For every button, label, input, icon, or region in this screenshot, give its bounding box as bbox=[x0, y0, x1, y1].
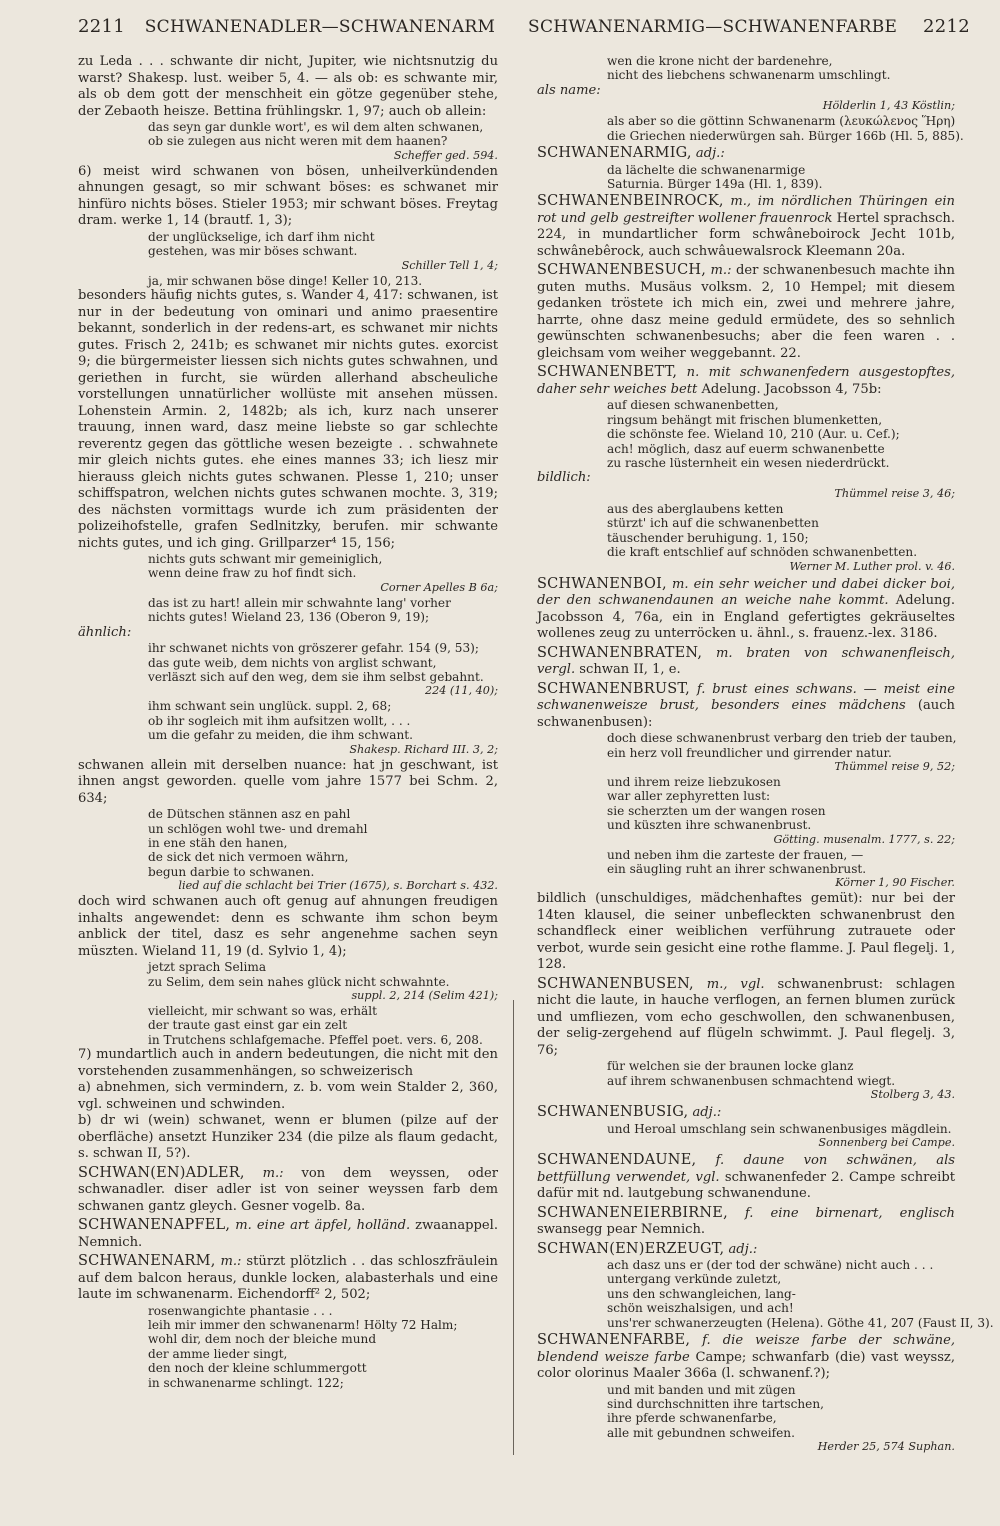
headword: SCHWANENBRATEN, bbox=[537, 644, 703, 661]
quotation-line: jetzt sprach Selima bbox=[148, 960, 267, 975]
headword: SCHWANENBOI, bbox=[537, 575, 667, 592]
quotation-line: die kraft entschlief auf schnöden schwanenbetten. bbox=[607, 545, 918, 560]
quotation-block bbox=[148, 960, 498, 989]
quotation-line: und küszten ihre schwanenbrust. bbox=[607, 818, 812, 833]
quotation-block bbox=[148, 699, 498, 742]
left-running-head bbox=[78, 16, 495, 37]
quotation-line: wen die krone nicht der bardenehre, bbox=[607, 54, 833, 68]
grammar-note: m.: bbox=[710, 263, 732, 279]
quotation-line: Saturnia. Bürger 149a (Hl. 1, 839). bbox=[607, 177, 823, 192]
headword-entry bbox=[537, 1241, 955, 1259]
citation-source: Corner Apelles B 6a; bbox=[380, 580, 498, 594]
quotation-line: uns'rer schwanerzeugten (Helena). Göthe 41, 207 (Faust II, 3). bbox=[607, 1315, 994, 1330]
quotation-line: und ihrem reize liebzukosen bbox=[607, 774, 781, 789]
quotation-line: un schlögen wohl twe- und dremahl bbox=[148, 821, 368, 836]
quotation-line: und Heroal umschlang sein schwanenbusiges mägdlein. bbox=[607, 1121, 952, 1136]
citation-source: 224 (11, 40); bbox=[425, 684, 498, 698]
headword-entry bbox=[78, 1253, 498, 1304]
quotation-line: der unglückselige, ich darf ihm nicht bbox=[148, 229, 375, 244]
headword-entry bbox=[537, 681, 955, 732]
section-label: ähnlich: bbox=[78, 624, 132, 640]
quotation-line: leih mir immer den schwanenarm! Hölty 72 Halm; bbox=[148, 1318, 458, 1333]
quotation-line: wohl dir, dem noch der bleiche mund bbox=[148, 1332, 377, 1347]
quotation-block bbox=[148, 641, 498, 684]
entry-text: schwan II, 1, e. bbox=[575, 662, 681, 678]
citation-source: suppl. 2, 214 (Selim 421); bbox=[351, 988, 498, 1002]
citation-source: Thümmel reise 3, 46; bbox=[834, 486, 955, 500]
headword-entry bbox=[537, 145, 955, 163]
citation-source: lied auf die schlacht bei Trier (1675), s. Borchart s. 432. bbox=[178, 879, 498, 893]
headword: SCHWANENBETT, bbox=[537, 364, 678, 381]
quotation-line: gestehen, was mir böses schwant. bbox=[148, 244, 358, 259]
quotation-line: stürzt' ich auf die schwanenbetten bbox=[607, 516, 819, 531]
quotation-line: als aber so die göttinn Schwanenarm (λευκώλενος Ἥρη) bbox=[607, 114, 956, 129]
quotation-line: täuschender beruhigung. 1, 150; bbox=[607, 530, 809, 545]
quotation-line: wenn deine fraw zu hof findt sich. bbox=[148, 566, 357, 581]
quotation-line: auf diesen schwanenbetten, bbox=[607, 398, 779, 413]
entry-text: schwanenfeder 2. Campe schreibt dafür mit nd. lautgebung schwanendune. bbox=[537, 1169, 955, 1202]
entry-paragraph: bildlich (unschuldiges, mädchenhaftes gemüt): nur bei der 14ten klausel, die seiner unbefleckten schwanenbrust den schandfleck einer weiblichen verführung zutrauete oder verbot, wurde sein gesicht eine rothe flamme. J. Paul flegelj. 1, 128. bbox=[537, 891, 955, 973]
quotation-line: aus des aberglaubens ketten bbox=[607, 501, 784, 516]
quotation-line: die schönste fee. Wieland 10, 210 (Aur. u. Cef.); bbox=[607, 427, 900, 442]
quotation-block bbox=[148, 552, 498, 581]
headword-entry bbox=[78, 1217, 498, 1251]
entry-paragraph: doch wird schwanen auch oft genug auf ahnungen freudigen inhalts angewendet: denn es schwante ihm schon beym anblick der titel, dasz es sehr angenehme sachen seyn müszten. Wieland 11, 19 (d. Sylvio 1, 4); bbox=[78, 894, 498, 959]
headword: SCHWANENBEINROCK, bbox=[537, 193, 724, 210]
quotation-block bbox=[607, 502, 955, 560]
headword: SCHWANENFARBE, bbox=[537, 1332, 691, 1349]
entry-text: Campe; schwanfarb (die) vast weyssz, color olorinus Maaler 366a (l. schwanenf.?); bbox=[537, 1349, 955, 1382]
entry-paragraph: besonders häufig nichts gutes, s. Wander 4, 417: schwanen, ist nur in der bedeutung von ominari und animo praesentire bekannt, sonderlich in der redens-art, es schwanet mir nichts gutes. Frisch 2, 241b; es schwanet mir nichts gutes. exorcist 9; die bürgermeister liessen sich nichts gutes schwahnen, und geriethen in furcht, sie würden allerhand abscheuliche vorstellungen unnatürlicher wollüste mit ansehen müssen. Lohenstein Armin. 2, 1482b; als ich, kurz nach unserer trauung, innen ward, dasz meine liebste so gar schlechte reverentz gegen das göttliche wesen bezeigte . . schwahnete mir gleich nichts gutes. ehe eines mannes 33; ich liesz mir hierauss gleich nichts gutes schwanen. Plesse 1, 210; unser schiffspatron, welchen nichts gutes schwanen mochte. 3, 319; des nächsten vormittags wurde ich zum präsidenten der polizeihofstelle, grafen Sedlnitzky, berufen. mir schwante nichts gutes, und ich ging. Grillparzer⁴ 15, 156; bbox=[78, 288, 498, 551]
quotation-block bbox=[148, 1004, 498, 1047]
headword-entry bbox=[78, 1165, 498, 1216]
grammar-note: f. eine birnenart, englisch bbox=[744, 1205, 955, 1221]
grammar-note: n. mit schwanenfedern ausgestopftes, daher sehr weiches bett bbox=[537, 365, 955, 397]
quotation-block bbox=[607, 731, 955, 760]
quotation-block bbox=[607, 1059, 955, 1088]
headword: SCHWANENBESUCH, bbox=[537, 262, 707, 279]
quotation-line: und neben ihm die zarteste der frauen, — bbox=[607, 847, 864, 862]
headword-entry bbox=[537, 645, 955, 679]
grammar-note: m. braten von schwanenfleisch, vergl. bbox=[537, 645, 955, 678]
quotation-block bbox=[148, 596, 498, 625]
quotation-line: ringsum behängt mit frischen blumenketten, bbox=[607, 412, 883, 427]
grammar-note: adj.: bbox=[695, 146, 725, 162]
citation-source: Stolberg 3, 43. bbox=[870, 1088, 955, 1102]
quotation-line: das seyn gar dunkle wort', es wil dem alten schwanen, bbox=[148, 120, 484, 134]
quotation-line: ach dasz uns er (der tod der schwäne) nicht auch . . . bbox=[607, 1258, 934, 1273]
grammar-note: adj.: bbox=[728, 1241, 758, 1257]
quotation-block bbox=[148, 1304, 498, 1390]
quotation-line: sind durchschnitten ihre tartschen, bbox=[607, 1397, 824, 1411]
quotation-line: ihr schwanet nichts von gröszerer gefahr. 154 (9, 53); bbox=[148, 641, 479, 656]
quotation-line: doch diese schwanenbrust verbarg den trieb der tauben, bbox=[607, 731, 957, 746]
headword: SCHWANENAPFEL, bbox=[78, 1217, 231, 1234]
grammar-note: m.: bbox=[220, 1254, 242, 1270]
entry-paragraph: a) abnehmen, sich vermindern, z. b. vom wein Stalder 2, 360, vgl. schweinen und schwinden. bbox=[78, 1080, 498, 1112]
quotation-block bbox=[607, 775, 955, 833]
right-page-number: 2212 bbox=[922, 16, 970, 37]
grammar-note: f. die weisze farbe der schwäne, blendend weisze farbe bbox=[537, 1333, 955, 1365]
citation-source: Sonnenberg bei Campe. bbox=[818, 1136, 955, 1150]
citation-source: Thümmel reise 9, 52; bbox=[834, 759, 955, 773]
quotation-line: untergang verkünde zuletzt, bbox=[607, 1272, 782, 1287]
citation-source: Götting. musenalm. 1777, s. 22; bbox=[773, 832, 955, 846]
right-column bbox=[537, 54, 994, 1455]
quotation-line: der traute gast einst gar ein zelt bbox=[148, 1018, 348, 1033]
quotation-line: schön weiszhalsigen, und ach! bbox=[607, 1301, 794, 1316]
headword-entry bbox=[537, 1332, 955, 1383]
citation-source: Schiller Tell 1, 4; bbox=[401, 258, 498, 272]
citation-source: Shakesp. Richard III. 3, 2; bbox=[349, 742, 498, 756]
section-label: bildlich: bbox=[537, 470, 591, 486]
entry-paragraph: b) dr wi (wein) schwanet, wenn er blumen (pilze auf der oberfläche) ansetzt Hunziker 234 (die pilze als flaum gedacht, s. schwan II, 5?). bbox=[78, 1113, 498, 1162]
quotation-line: für welchen sie der braunen locke glanz bbox=[607, 1059, 854, 1074]
quotation-line: alle mit gebundnen schweifen. bbox=[607, 1425, 795, 1440]
headword: SCHWANENBUSEN, bbox=[537, 975, 694, 992]
quotation-line: ob ihr sogleich mit ihm aufsitzen wollt, . . . bbox=[148, 713, 411, 728]
headword-entry bbox=[537, 262, 955, 362]
quotation-line: nichts guts schwant mir gemeiniglich, bbox=[148, 552, 383, 567]
column-divider bbox=[513, 1000, 514, 1455]
headword: SCHWANENBRUST, bbox=[537, 680, 690, 697]
quotation-block bbox=[148, 120, 498, 149]
left-column bbox=[78, 54, 498, 1390]
quotation-line: nichts gutes! Wieland 23, 136 (Oberon 9, 19); bbox=[148, 610, 430, 625]
grammar-note: m., im nördlichen Thüringen ein rot und gelb gestreifter wollener frauenrock bbox=[537, 194, 955, 226]
quotation-block bbox=[607, 1122, 955, 1136]
quotation-block bbox=[148, 807, 498, 879]
quotation-line: rosenwangichte phantasie . . . bbox=[148, 1303, 333, 1318]
quotation-line: den noch der kleine schlummergott bbox=[148, 1361, 367, 1376]
quotation-line: ein herz voll freundlicher und girrender natur. bbox=[607, 745, 892, 760]
citation-source: Scheffer ged. 594. bbox=[393, 148, 498, 162]
left-running-title: SCHWANENADLER—SCHWANENARM bbox=[144, 17, 496, 37]
headword-entry bbox=[537, 364, 955, 398]
quotation-line: nicht des liebchens schwanenarm umschlingt. bbox=[607, 68, 891, 83]
headword: SCHWANENEIERBIRNE, bbox=[537, 1204, 728, 1221]
quotation-line: in schwanenarme schlingt. 122; bbox=[148, 1375, 344, 1390]
quotation-line: zu rasche lüsternheit ein wesen niederdrückt. bbox=[607, 456, 890, 471]
headword-entry bbox=[537, 576, 955, 643]
quotation-block bbox=[607, 442, 955, 471]
quotation-line: ihm schwant sein unglück. suppl. 2, 68; bbox=[148, 699, 392, 714]
quotation-line: sie scherzten um der wangen rosen bbox=[607, 803, 826, 818]
quotation-block bbox=[607, 398, 955, 441]
grammar-note: f. brust eines schwans. — meist eine schwanenweisze brust, besonders eines mädchens bbox=[537, 681, 955, 714]
citation-source: Hölderlin 1, 43 Köstlin; bbox=[822, 99, 955, 113]
quotation-line: de Dütschen stännen asz en pahl bbox=[148, 807, 351, 822]
entry-paragraph: schwanen allein mit derselben nuance: hat jn geschwant, ist ihnen angst geworden. quelle vom jahre 1577 bei Schm. 2, 634; bbox=[78, 757, 498, 806]
quotation-line: vielleicht, mir schwant so was, erhält bbox=[148, 1003, 377, 1018]
quotation-block bbox=[607, 54, 955, 83]
quotation-line: die Griechen niederwürgen sah. Bürger 166b (Hl. 5, 885). bbox=[607, 128, 964, 143]
entry-text: stürzt plötzlich . . das schloszfräulein auf dem balcon heraus, dunkle locken, alabasterhals und eine laute im schwanenarm. Eichendorff² 2, 502; bbox=[78, 1254, 498, 1303]
citation-source: Werner M. Luther prol. v. 46. bbox=[789, 559, 955, 573]
entry-text: von dem weyssen, oder schwanadler. diser adler ist von seiner weyssen farb dem schwanen gantz gleych. Gesner vogelb. 8a. bbox=[78, 1165, 498, 1214]
grammar-note: m., vgl. bbox=[706, 976, 765, 992]
entry-text: Hertel sprachsch. 224, in mundartlicher form schwâneboirock Jecht 101b, schwânebêrock, auch schwâuewalsrock Kleemann 20a. bbox=[537, 210, 956, 259]
headword-entry bbox=[537, 193, 955, 260]
entry-paragraph: 7) mundartlich auch in andern bedeutungen, die nicht mit den vorstehenden zusammenhängen, so schweizerisch bbox=[78, 1047, 498, 1079]
quotation-line: und mit banden und mit zügen bbox=[607, 1382, 796, 1397]
quotation-block bbox=[607, 1383, 955, 1441]
quotation-line: das gute weib, dem nichts von arglist schwant, bbox=[148, 655, 437, 670]
headword: SCHWANENARM, bbox=[78, 1253, 216, 1270]
entry-text: swansegg pear Nemnich. bbox=[537, 1222, 706, 1238]
grammar-note: adj.: bbox=[692, 1105, 722, 1121]
entry-text: zwaanappel. Nemnich. bbox=[78, 1218, 499, 1250]
quotation-line: ach! möglich, dasz auf euerm schwanenbette bbox=[607, 441, 885, 456]
headword-entry bbox=[537, 1152, 955, 1203]
quotation-block bbox=[148, 230, 498, 259]
quotation-line: verläszt sich auf den weg, dem sie ihm selbst gebahnt. bbox=[148, 669, 484, 684]
quotation-block bbox=[607, 848, 955, 877]
grammar-note: m. eine art äpfel, holländ. bbox=[235, 1218, 411, 1234]
quotation-line: uns den schwangleichen, lang- bbox=[607, 1286, 796, 1301]
quotation-line: da lächelte die schwanenarmige bbox=[607, 162, 806, 177]
quotation-line: in ene stäh den hanen, bbox=[148, 835, 288, 850]
quotation-line: war aller zephyretten lust: bbox=[607, 789, 771, 804]
quotation-block bbox=[607, 114, 964, 143]
quotation-block bbox=[607, 163, 955, 192]
headword: SCHWANENBUSIG, bbox=[537, 1104, 689, 1121]
quotation-line: der amme lieder singt, bbox=[148, 1346, 288, 1361]
section-label: als name: bbox=[537, 82, 601, 98]
right-running-head bbox=[528, 16, 970, 37]
grammar-note: m.: bbox=[262, 1165, 284, 1181]
citation-source: Körner 1, 90 Fischer. bbox=[835, 876, 955, 890]
quotation-block bbox=[607, 1258, 994, 1330]
quotation-line: de sick det nich vermoen währn, bbox=[148, 850, 349, 865]
grammar-note: m. ein sehr weicher und dabei dicker boi, der den schwanendaunen an weiche nahe kommt. bbox=[537, 576, 955, 609]
quotation-line: ihre pferde schwanenfarbe, bbox=[607, 1411, 777, 1426]
entry-text: schwanenbrust: schlagen nicht die laute, in hauche verflogen, an fernen blumen zurück und umfliezen, vom echo geschwollen, den schwanenbusen, der selig-zergehend auf flügeln schwimmt. J. Paul flegelj. 3, 76; bbox=[537, 976, 956, 1058]
quotation-line: ja, mir schwanen böse dinge! Keller 10, 213. bbox=[148, 273, 423, 288]
headword: SCHWAN(EN)ADLER, bbox=[78, 1164, 245, 1181]
headword: SCHWAN(EN)ERZEUGT, bbox=[537, 1240, 725, 1257]
headword-entry bbox=[537, 976, 955, 1060]
quotation-line: begun darbie to schwanen. bbox=[148, 864, 315, 879]
grammar-note: f. daune von schwänen, als bettfüllung verwendet, vgl. bbox=[537, 1153, 955, 1185]
headword-entry bbox=[537, 1205, 955, 1239]
headword: SCHWANENARMIG, bbox=[537, 145, 692, 162]
quotation-line: das ist zu hart! allein mir schwahnte lang' vorher bbox=[148, 595, 451, 610]
entry-paragraph: 6) meist wird schwanen von bösen, unheilverkündenden ahnungen gesagt, so mir schwant böses: es schwanet mir hinfüro nichts böses. Stieler 1953; mir schwant böses. Freytag dram. werke 1, 14 (brautf. 1, 3); bbox=[78, 163, 498, 229]
headword: SCHWANENDAUNE, bbox=[537, 1152, 697, 1169]
quotation-block bbox=[148, 274, 498, 288]
entry-text: der schwanenbesuch machte ihn guten muths. Musäus volksm. 2, 10 Hempel; mit diesem gedanken tröstete ich mich ein, zwei und mehrere jahre, harrte, ohne dasz meine geduld ermüdete, des so sehnlich gewünschten schwanenbesuchs; aber die feen waren . . gleichsam vom weiher weggebannt. 22. bbox=[537, 263, 955, 361]
quotation-line: um die gefahr zu meiden, die ihm schwant. bbox=[148, 728, 413, 743]
left-page-number: 2211 bbox=[78, 16, 126, 37]
right-running-title: SCHWANENARMIG—SCHWANENFARBE bbox=[528, 17, 898, 37]
quotation-line: auf ihrem schwanenbusen schmachtend wiegt. bbox=[607, 1073, 896, 1088]
entry-text: (auch schwanenbusen): bbox=[537, 698, 955, 730]
entry-paragraph: zu Leda . . . schwante dir nicht, Jupiter, wie nichtsnutzig du warst? Shakesp. lust. weiber 5, 4. — als ob: es schwante mir, als ob dem gott der menschheit ein götze gegenüber stehe, der Zebaoth heisze. Bettina frühlingskr. 1, 97; auch ob allein: bbox=[78, 54, 498, 119]
entry-text: Adelung. Jacobsson 4, 75b: bbox=[697, 381, 882, 397]
quotation-line: zu Selim, dem sein nahes glück nicht schwahnte. bbox=[148, 974, 450, 989]
entry-text: Adelung. Jacobsson 4, 76a, ein in England gefertigtes gekräuseltes wollenes zeug zu unterröcken u. ähnl., s. frauenz.-lex. 3186. bbox=[537, 593, 955, 642]
quotation-line: in Trutchens schlafgemache. Pfeffel poet. vers. 6, 208. bbox=[148, 1032, 483, 1047]
quotation-line: ein säugling ruht an ihrer schwanenbrust. bbox=[607, 861, 867, 876]
citation-source: Herder 25, 574 Suphan. bbox=[817, 1440, 955, 1454]
quotation-line: ob sie zulegen aus nicht weren mit dem haanen? bbox=[148, 134, 448, 149]
headword-entry bbox=[537, 1104, 955, 1122]
